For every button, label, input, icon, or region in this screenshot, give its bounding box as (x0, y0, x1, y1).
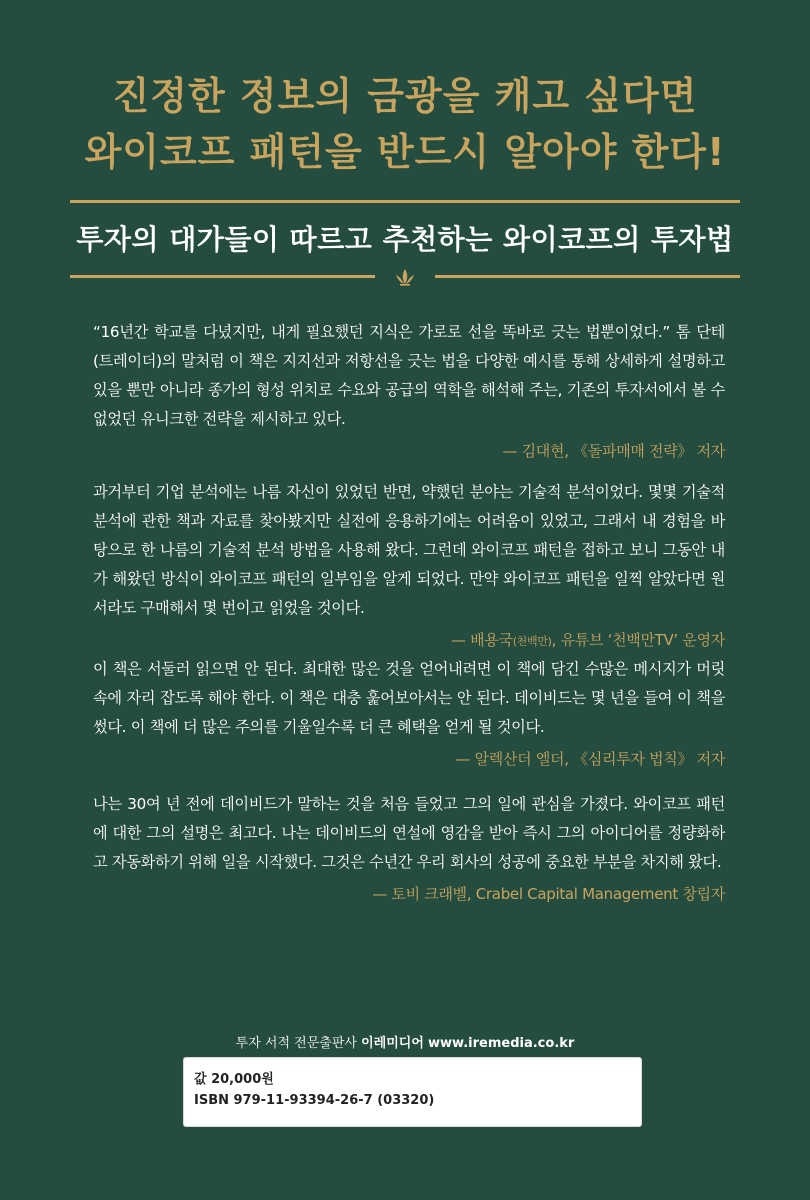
headline-line-1: 진정한 정보의 금광을 캐고 싶다면 (112, 74, 698, 118)
attribution-role: , 유튜브 ‘천백만TV’ 운영자 (551, 631, 725, 649)
quote-text: “16년간 학교를 다녔지만, 내게 필요했던 지식은 가로로 선을 똑바로 긋는 법뿐이었다.” 톰 단테(트레이더)의 말처럼 이 책은 지지선과 저항선을 긋는 법을 다양한 예시를 통해 상세하게 설명하고 있을 뿐만 아니라 종가의 형성 위치로 수요와 공급의 역학을 해석해 주는, 기존의 투자서에서 볼 수 없었던 유니크한 전략을 제시하고 있다. (93, 323, 725, 428)
attribution-nickname: (천백만) (512, 635, 552, 648)
quote-attribution (93, 627, 725, 655)
price-barcode-box (183, 1057, 642, 1127)
isbn-label: ISBN 979-11-93394-26-7 (03320) (194, 1093, 435, 1108)
attribution-name: — 배용국 (450, 631, 513, 649)
headline (0, 68, 810, 180)
top-divider (70, 200, 740, 203)
publisher-line (0, 1032, 810, 1051)
publisher-label: 투자 서적 전문출판사 (235, 1036, 357, 1051)
lotus-ornament-icon (392, 268, 418, 286)
price-label: 값 20,000원 (194, 1072, 274, 1087)
subhead: 투자의 대가들이 따르고 추천하는 와이코프의 투자법 (76, 223, 734, 256)
quote-text: 이 책은 서둘러 읽으면 안 된다. 최대한 많은 것을 얻어내려면 이 책에 담긴 수많은 메시지가 머릿속에 자리 잡도록 해야 한다. 이 책은 대충 훑어보아서는 안 된다. 데이비드는 몇 년을 들여 이 책을 썼다. 이 책에 더 많은 주의를 기울일수록 더 큰 혜택을 얻게 될 것이다. (93, 660, 725, 736)
quote-block-3 (93, 655, 725, 772)
headline-line-2: 와이코프 패턴을 반드시 알아야 한다! (84, 130, 726, 174)
quote-block-1 (93, 318, 725, 464)
price-info (194, 1069, 434, 1111)
quote-block-2 (93, 478, 725, 655)
quote-attribution: — 알렉산더 엘더, 《심리투자 법칙》 저자 (455, 750, 725, 768)
publisher-name: 이레미디어 (361, 1036, 424, 1051)
quote-block-4 (93, 790, 725, 907)
quote-attribution: — 김대현, 《돌파매매 전략》 저자 (502, 442, 725, 460)
quote-attribution: — 토비 크래벨, Crabel Capital Management 창립자 (372, 885, 725, 903)
divider-left (70, 275, 375, 278)
divider-right (435, 275, 740, 278)
publisher-url: www.iremedia.co.kr (428, 1036, 575, 1051)
quote-text: 나는 30여 년 전에 데이비드가 말하는 것을 처음 들었고 그의 일에 관심을 가졌다. 와이코프 패턴에 대한 그의 설명은 최고다. 나는 데이비드의 연설에 영감을 받아 즉시 그의 아이디어를 정량화하고 자동화하기 위해 일을 시작했다. 그것은 수년간 우리 회사의 성공에 중요한 부분을 차지해 왔다. (93, 795, 725, 871)
quote-text: 과거부터 기업 분석에는 나름 자신이 있었던 반면, 약했던 분야는 기술적 분석이었다. 몇몇 기술적 분석에 관한 책과 자료를 찾아봤지만 실전에 응용하기에는 어려움이 있었고, 그래서 내 경험을 바탕으로 한 나름의 기술적 분석 방법을 사용해 왔다. 그런데 와이코프 패턴을 접하고 보니 그동안 내가 해왔던 방식이 와이코프 패턴의 일부임을 알게 되었다. 만약 와이코프 패턴을 일찍 알았다면 원서라도 구매해서 몇 번이고 읽었을 것이다. (93, 483, 725, 617)
